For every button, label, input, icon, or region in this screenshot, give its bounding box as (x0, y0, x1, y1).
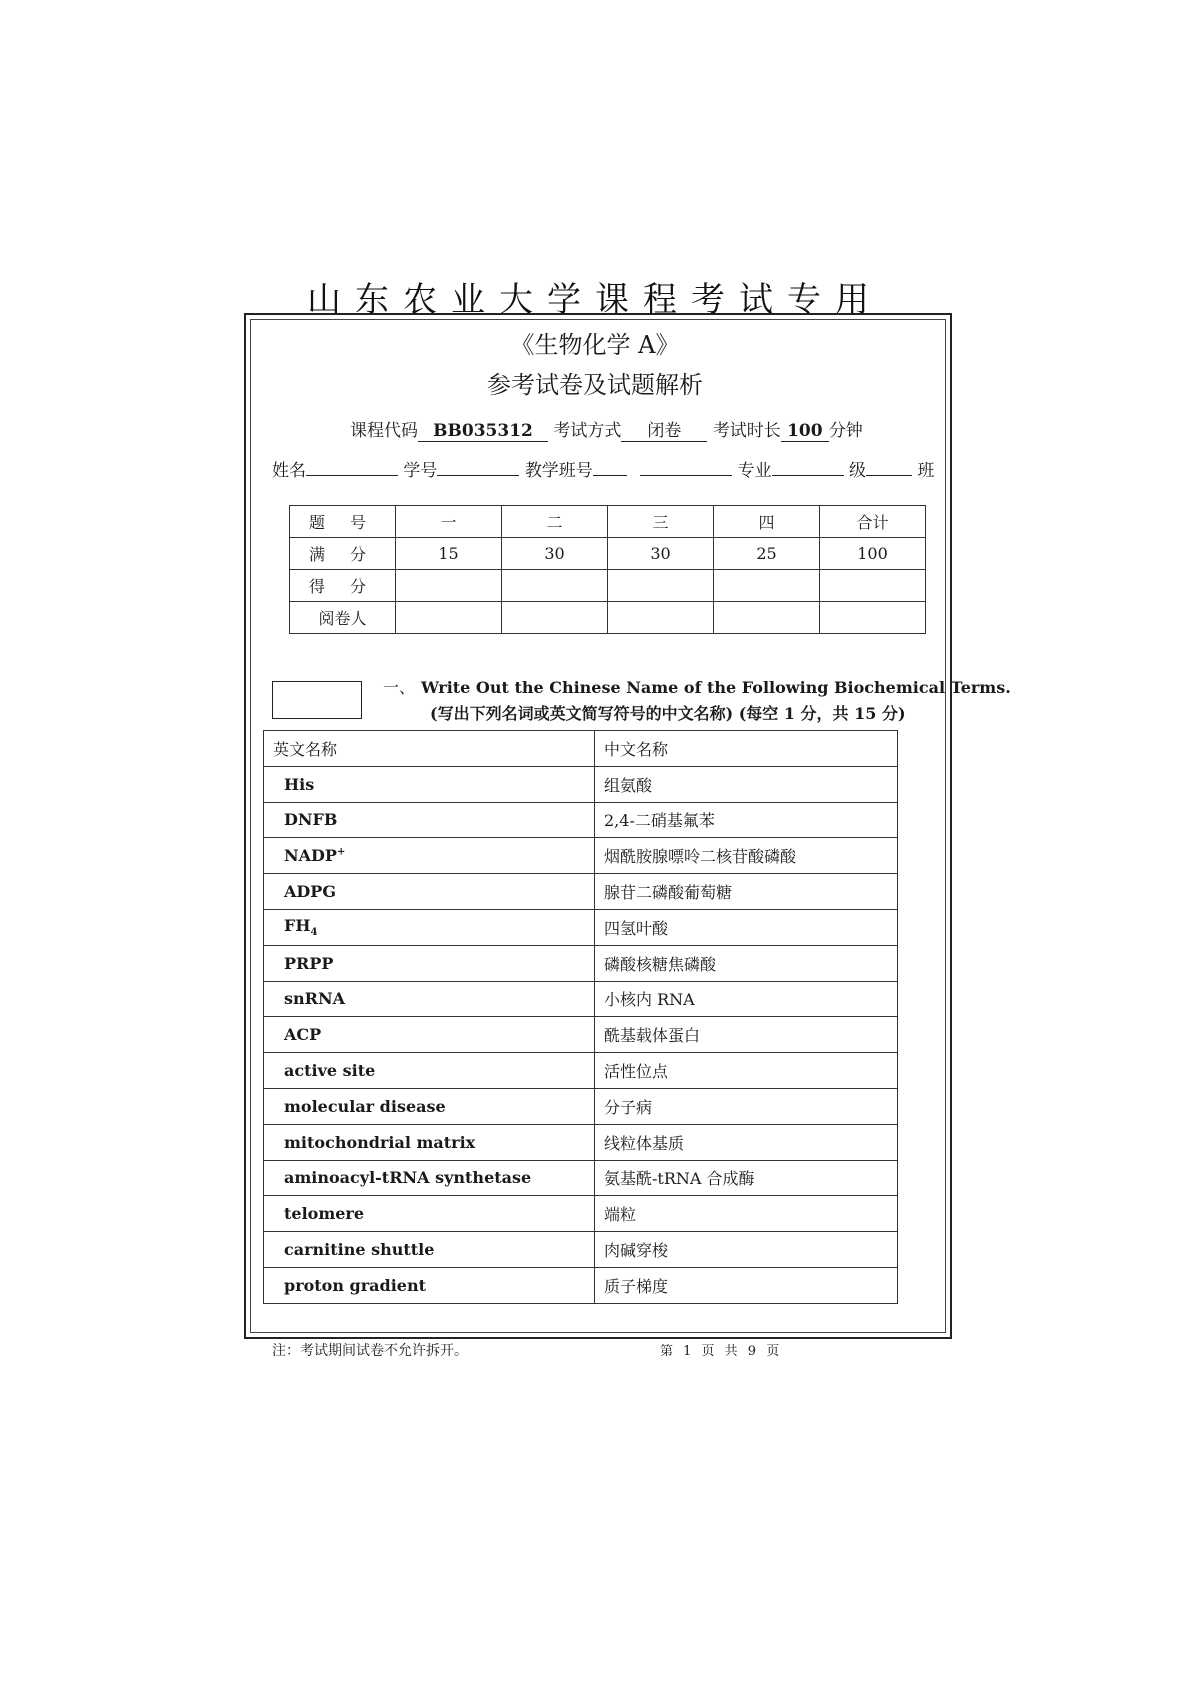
term-english-text: FH (284, 916, 311, 936)
duration-value: 100 (781, 421, 829, 442)
score-cell: 一 (396, 506, 502, 538)
section-number: 一、 (383, 678, 416, 697)
table-row (264, 874, 898, 910)
name-label: 姓名 (272, 461, 306, 481)
exam-info-line (350, 416, 863, 442)
grade-field[interactable] (866, 461, 912, 476)
table-row (264, 802, 898, 838)
term-english: molecular disease (264, 1088, 595, 1124)
score-cell: 满 分 (290, 538, 396, 570)
section-subtitle: (写出下列名词或英文简写符号的中文名称) (每空 1 分，共 15 分) (430, 704, 906, 723)
term-chinese: 分子病 (595, 1088, 898, 1124)
term-chinese: 四氢叶酸 (595, 909, 898, 945)
exam-title: 《生物化学 A》 (510, 331, 680, 359)
score-cell: 合计 (820, 506, 926, 538)
score-cell: 100 (820, 538, 926, 570)
score-entry-cell[interactable] (502, 570, 608, 602)
score-entry-cell[interactable] (608, 570, 714, 602)
score-cell: 阅卷人 (290, 602, 396, 634)
term-english: aminoacyl-tRNA synthetase (264, 1160, 595, 1196)
exam-method-label: 考试方式 (553, 421, 622, 441)
term-english: proton gradient (264, 1267, 595, 1303)
grader-entry-cell[interactable] (396, 602, 502, 634)
student-id-field[interactable] (437, 461, 519, 476)
table-row (264, 1088, 898, 1124)
term-chinese: 小核内 RNA (595, 981, 898, 1017)
header-english: 英文名称 (264, 731, 595, 767)
duration-label: 考试时长 (712, 421, 781, 441)
term-subscript: 4 (310, 927, 318, 939)
class-no-label: 教学班号 (524, 461, 593, 481)
footer-note: 注：考试期间试卷不允许拆开。 (272, 1343, 468, 1359)
term-chinese: 活性位点 (595, 1053, 898, 1089)
major-field[interactable] (772, 461, 844, 476)
score-cell: 30 (608, 538, 714, 570)
term-chinese: 端粒 (595, 1196, 898, 1232)
term-chinese: 酰基载体蛋白 (595, 1017, 898, 1053)
student-info-line (272, 456, 934, 481)
score-table-row (290, 538, 926, 570)
term-english: snRNA (264, 981, 595, 1017)
grader-entry-cell[interactable] (502, 602, 608, 634)
score-cell: 三 (608, 506, 714, 538)
page-number: 第 1 页 共 9 页 (660, 1344, 783, 1359)
score-entry-cell[interactable] (714, 570, 820, 602)
table-row (264, 1124, 898, 1160)
section-title-text: Write Out the Chinese Name of the Following Biochemical Terms. (421, 678, 1011, 697)
terms-table-header (264, 731, 898, 767)
term-chinese: 磷酸核糖焦磷酸 (595, 945, 898, 981)
score-table-row (290, 570, 926, 602)
term-chinese: 烟酰胺腺嘌呤二核苷酸磷酸 (595, 838, 898, 874)
term-chinese: 组氨酸 (595, 766, 898, 802)
table-row (264, 1232, 898, 1268)
score-cell: 得 分 (290, 570, 396, 602)
term-english: carnitine shuttle (264, 1232, 595, 1268)
duration-unit: 分钟 (828, 421, 863, 441)
terms-table (263, 730, 898, 1304)
term-chinese: 肉碱穿梭 (595, 1232, 898, 1268)
term-chinese: 线粒体基质 (595, 1124, 898, 1160)
term-english: telomere (264, 1196, 595, 1232)
term-english (264, 838, 595, 874)
class-no-field-2[interactable] (640, 461, 732, 476)
table-row (264, 1017, 898, 1053)
major-label: 专业 (737, 461, 772, 481)
grade-label: 级 (849, 461, 867, 481)
term-english: DNFB (264, 802, 595, 838)
table-row (264, 909, 898, 945)
exam-subtitle: 参考试卷及试题解析 (487, 371, 703, 399)
score-cell: 30 (502, 538, 608, 570)
score-table (289, 505, 926, 634)
score-table-row (290, 602, 926, 634)
score-table-row (290, 506, 926, 538)
class-no-field[interactable] (593, 461, 627, 476)
score-cell: 四 (714, 506, 820, 538)
table-row (264, 945, 898, 981)
score-entry-cell[interactable] (820, 570, 926, 602)
grader-entry-cell[interactable] (820, 602, 926, 634)
score-cell: 二 (502, 506, 608, 538)
table-row (264, 766, 898, 802)
term-english: His (264, 766, 595, 802)
term-chinese: 2,4-二硝基氟苯 (595, 802, 898, 838)
student-id-label: 学号 (403, 461, 438, 481)
section-title (383, 675, 1011, 698)
grader-entry-cell[interactable] (608, 602, 714, 634)
table-row (264, 838, 898, 874)
term-chinese: 氨基酰-tRNA 合成酶 (595, 1160, 898, 1196)
term-english: ADPG (264, 874, 595, 910)
term-chinese: 腺苷二磷酸葡萄糖 (595, 874, 898, 910)
course-code-value: BB035312 (418, 421, 548, 442)
university-header: 山东农业大学课程考试专用 (307, 280, 883, 320)
term-english: PRPP (264, 945, 595, 981)
table-row (264, 1053, 898, 1089)
score-cell: 题 号 (290, 506, 396, 538)
exam-method-value: 闭卷 (621, 416, 707, 442)
term-english: ACP (264, 1017, 595, 1053)
table-row (264, 1196, 898, 1232)
term-english: active site (264, 1053, 595, 1089)
section-score-box[interactable] (272, 681, 362, 719)
term-english: mitochondrial matrix (264, 1124, 595, 1160)
term-chinese: 质子梯度 (595, 1267, 898, 1303)
course-code-label: 课程代码 (350, 421, 418, 441)
table-row (264, 981, 898, 1017)
table-row (264, 1160, 898, 1196)
class-label: 班 (917, 461, 935, 481)
score-entry-cell[interactable] (396, 570, 502, 602)
grader-entry-cell[interactable] (714, 602, 820, 634)
header-chinese: 中文名称 (595, 731, 898, 767)
table-row (264, 1267, 898, 1303)
name-field[interactable] (306, 461, 398, 476)
term-english (264, 909, 595, 945)
score-cell: 15 (396, 538, 502, 570)
term-superscript: + (336, 846, 346, 858)
score-cell: 25 (714, 538, 820, 570)
term-english-text: NADP (284, 846, 337, 866)
